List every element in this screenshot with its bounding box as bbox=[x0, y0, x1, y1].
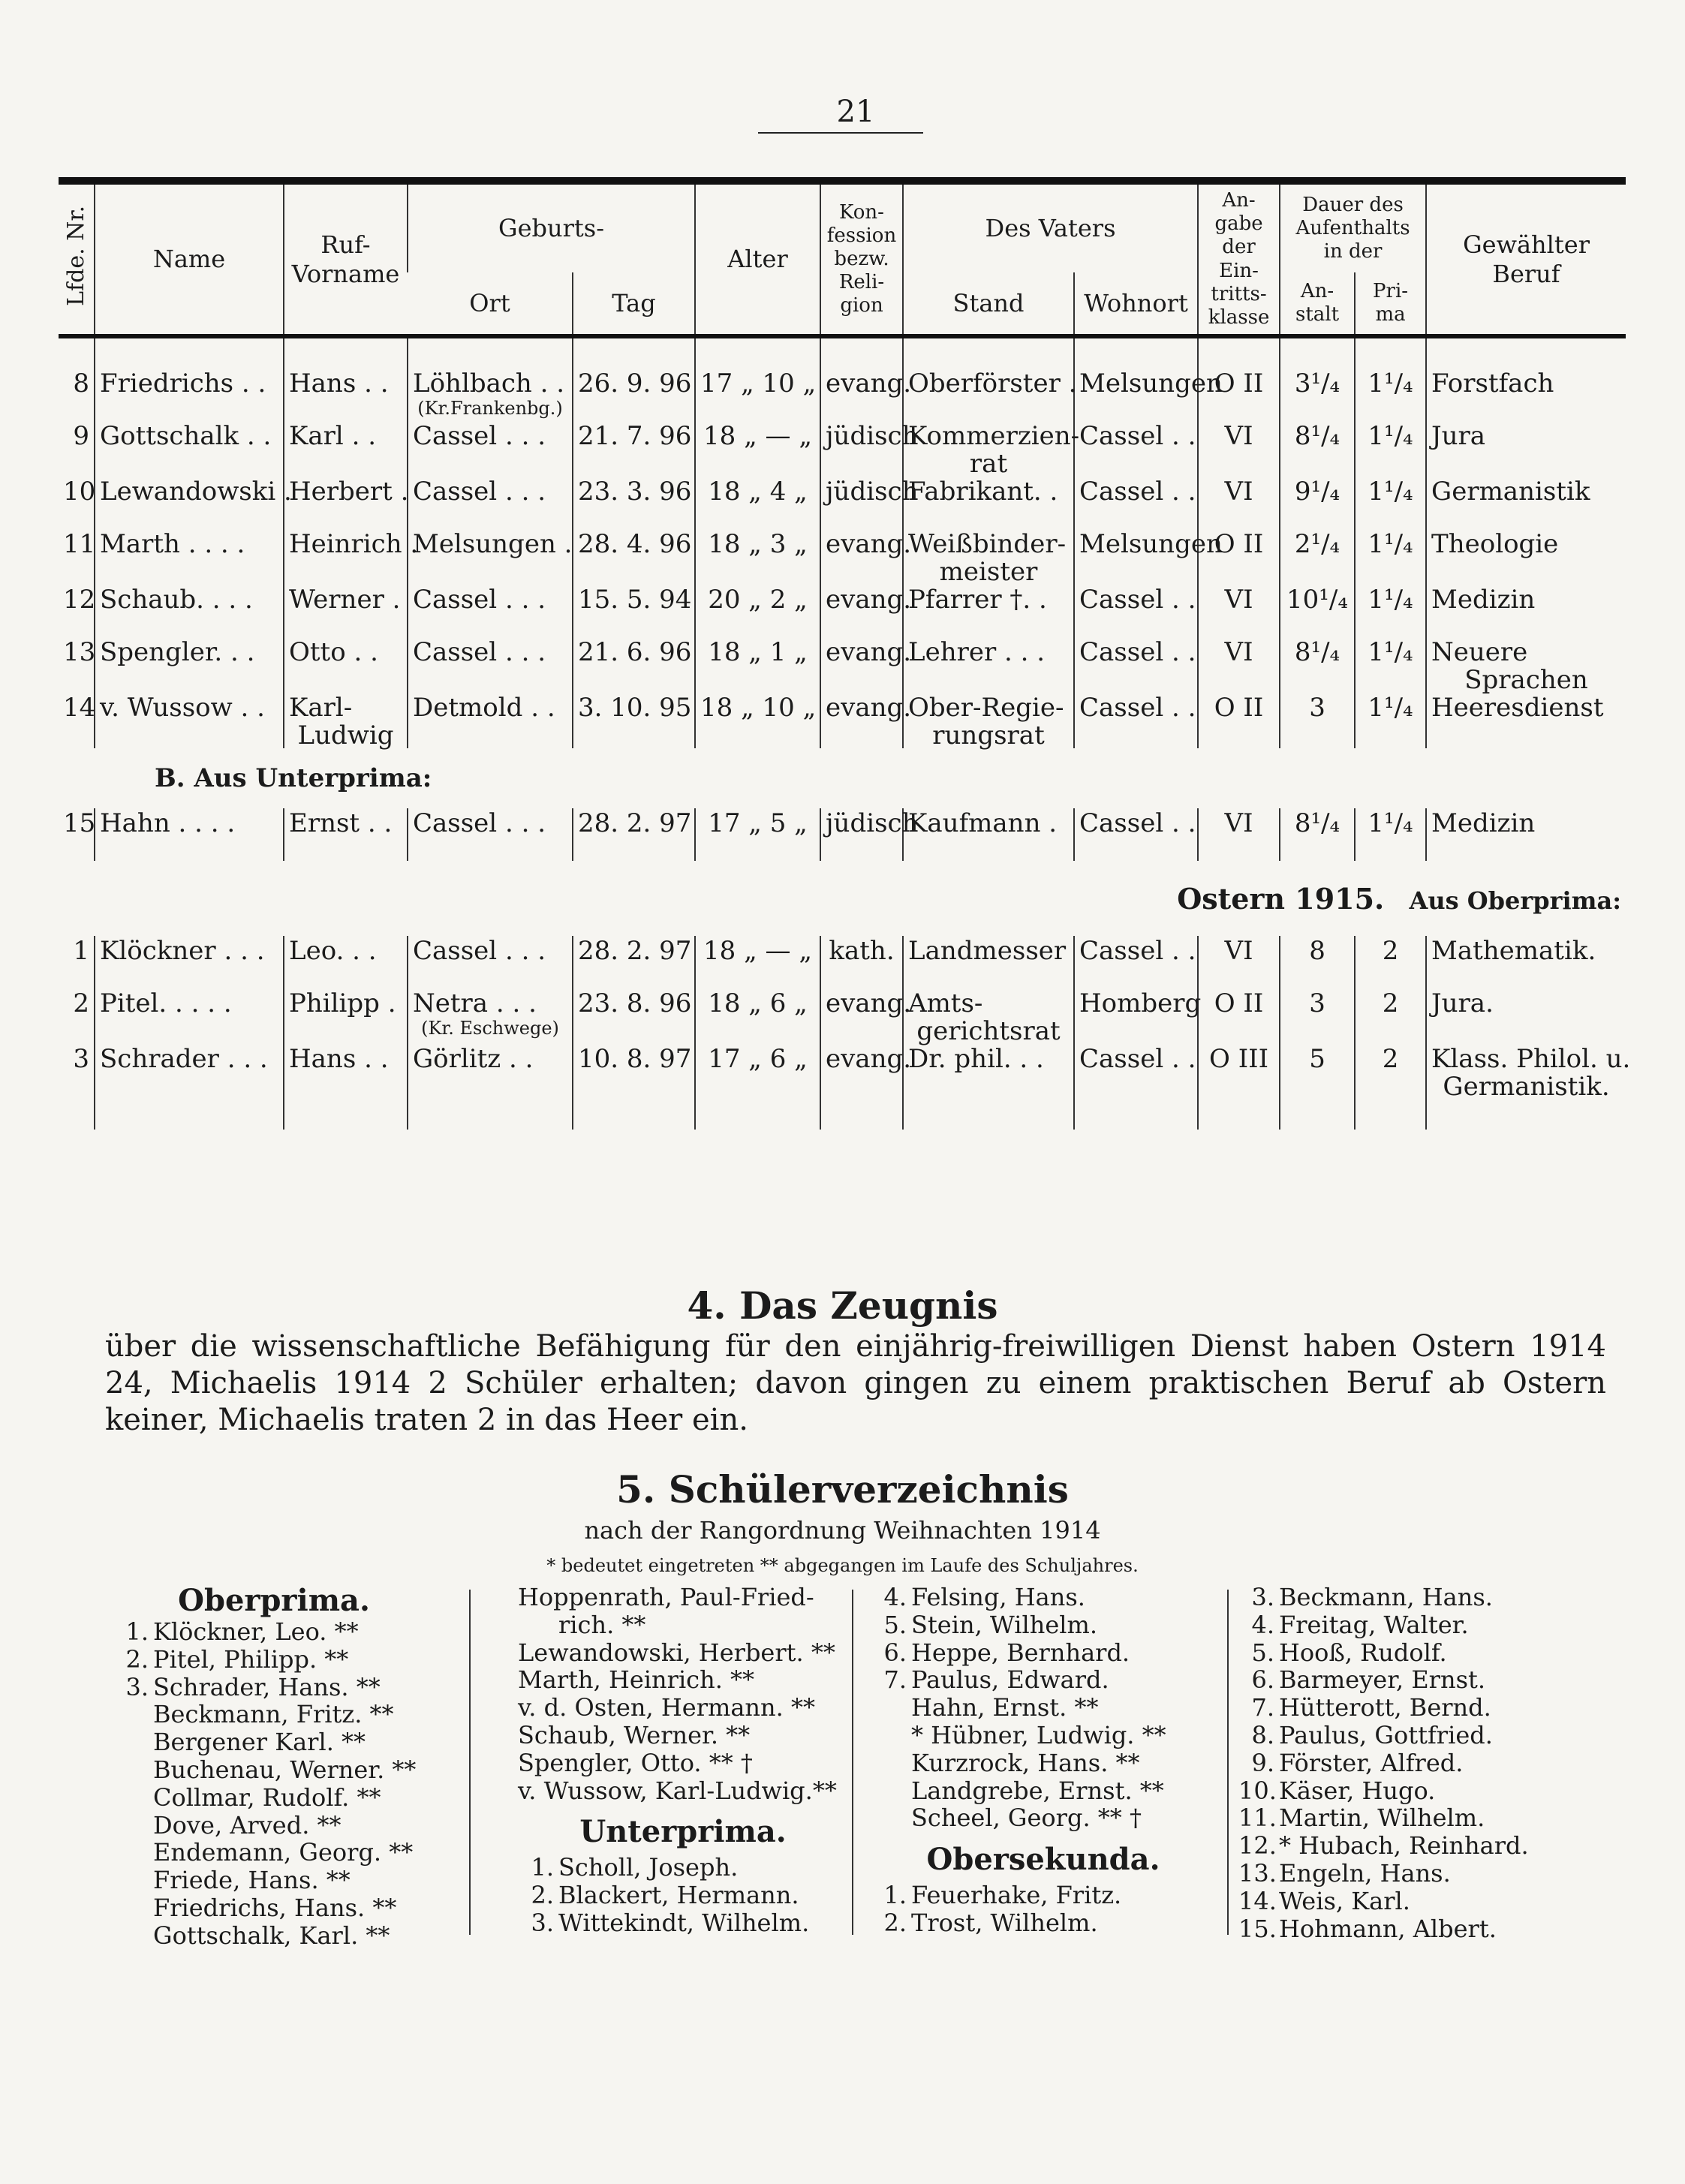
list-item: 6. Barmeyer, Ernst. bbox=[1251, 1665, 1486, 1695]
list-item: v. Wussow, Karl-Ludwig.** bbox=[518, 1776, 837, 1805]
cell-tag: 23. 8. 96 bbox=[573, 988, 695, 1044]
cell-prima: 1¹/₄ bbox=[1355, 421, 1426, 477]
list-item: 2. Blackert, Hermann. bbox=[531, 1881, 799, 1910]
cell-konfession: evang. bbox=[820, 529, 903, 585]
table-row bbox=[59, 477, 1626, 529]
list-item: 11.Martin, Wilhelm. bbox=[1238, 1803, 1485, 1833]
cell-vorname: Otto . . bbox=[284, 637, 408, 693]
register-table bbox=[59, 177, 1631, 1130]
cell-ort: Cassel . . . bbox=[408, 585, 573, 637]
table-row bbox=[59, 529, 1626, 585]
cell-anstalt: 8¹/₄ bbox=[1280, 808, 1355, 861]
section-b-heading: B. Aus Unterprima: bbox=[155, 763, 432, 794]
list-item: Hahn, Ernst. ** bbox=[911, 1693, 1099, 1722]
cell-beruf: Klass. Philol. u. Germanistik. bbox=[1426, 1044, 1626, 1100]
cell-vorname: Karl- Ludwig bbox=[284, 693, 408, 748]
cell-stand: Landmesser bbox=[903, 936, 1074, 988]
cell-nr: 13 bbox=[63, 637, 96, 668]
cell-klasse: VI bbox=[1198, 585, 1280, 637]
cell-klasse: VI bbox=[1198, 936, 1280, 988]
list-item: 5. Stein, Wilhelm. bbox=[883, 1610, 1097, 1639]
table-row bbox=[59, 369, 1626, 421]
cell-anstalt: 9¹/₄ bbox=[1280, 477, 1355, 529]
list-item: Landgrebe, Ernst. ** bbox=[911, 1776, 1164, 1805]
cell-klasse: O II bbox=[1198, 369, 1280, 421]
cell-vorname: Heinrich . bbox=[284, 529, 408, 585]
list-column-2 bbox=[518, 1584, 848, 1937]
unterprima-heading: Unterprima. bbox=[579, 1814, 787, 1850]
cell-beruf: Medizin bbox=[1426, 808, 1626, 861]
list-item: 10.Käser, Hugo. bbox=[1238, 1776, 1436, 1805]
oberprima-heading: Oberprima. bbox=[178, 1583, 370, 1618]
list-column-3 bbox=[871, 1584, 1216, 1937]
header-name: Name bbox=[95, 181, 284, 336]
cell-wohnort: Cassel . . bbox=[1074, 477, 1198, 529]
list-item: Bergener Karl. ** bbox=[153, 1728, 366, 1757]
cell-prima: 1¹/₄ bbox=[1355, 808, 1426, 861]
cell-name: Spengler. . . bbox=[95, 637, 284, 693]
cell-tag: 21. 7. 96 bbox=[573, 421, 695, 477]
cell-wohnort: Melsungen bbox=[1074, 529, 1198, 585]
cell-konfession: evang. bbox=[820, 369, 903, 421]
cell-prima: 2 bbox=[1355, 988, 1426, 1044]
cell-alter: 18 „ — „ bbox=[695, 421, 820, 477]
table-row bbox=[59, 585, 1626, 637]
section-row bbox=[59, 861, 1626, 936]
cell-konfession: evang. bbox=[820, 637, 903, 693]
section-row bbox=[59, 748, 1626, 808]
cell-prima: 1¹/₄ bbox=[1355, 477, 1426, 529]
cell-nr: 2 bbox=[73, 988, 89, 1019]
header-rufvorname: Ruf-Vorname bbox=[284, 181, 408, 336]
cell-stand: Dr. phil. . . bbox=[903, 1044, 1074, 1100]
cell-anstalt: 10¹/₄ bbox=[1280, 585, 1355, 637]
header-beruf: Gewählter Beruf bbox=[1426, 181, 1626, 336]
header-anstalt: An-stalt bbox=[1280, 272, 1355, 336]
cell-name: Schrader . . . bbox=[95, 1044, 284, 1100]
cell-tag: 23. 3. 96 bbox=[573, 477, 695, 529]
cell-wohnort: Melsungen bbox=[1074, 369, 1198, 421]
cell-alter: 17 „ 6 „ bbox=[695, 1044, 820, 1100]
cell-beruf: Medizin bbox=[1426, 585, 1626, 637]
cell-name: Marth . . . . bbox=[95, 529, 284, 585]
cell-prima: 1¹/₄ bbox=[1355, 585, 1426, 637]
cell-name: Friedrichs . . bbox=[95, 369, 284, 421]
header-konfession: Kon-fession bezw. Reli-gion bbox=[820, 181, 903, 336]
cell-alter: 17 „ 5 „ bbox=[695, 808, 820, 861]
oberprima-list-continued bbox=[518, 1584, 848, 1804]
cell-prima: 1¹/₄ bbox=[1355, 693, 1426, 748]
list-item: 15.Hohmann, Albert. bbox=[1238, 1914, 1497, 1943]
cell-vorname: Leo. . . bbox=[284, 936, 408, 988]
cell-beruf: Forstfach bbox=[1426, 369, 1626, 421]
table-row bbox=[59, 936, 1626, 988]
list-item: Marth, Heinrich. ** bbox=[518, 1665, 755, 1695]
oberprima-column bbox=[113, 1584, 435, 1950]
unterprima-list bbox=[518, 1854, 848, 1936]
list-item: 3. Wittekindt, Wilhelm. bbox=[531, 1908, 810, 1937]
list-item: 3. Beckmann, Hans. bbox=[1251, 1583, 1493, 1611]
cell-beruf: Neuere Sprachen bbox=[1426, 637, 1626, 693]
cell-anstalt: 2¹/₄ bbox=[1280, 529, 1355, 585]
list-item: Scheel, Georg. ** † bbox=[911, 1803, 1142, 1833]
cell-konfession: kath. bbox=[820, 936, 903, 988]
list-item: 3. Schrader, Hans. ** bbox=[125, 1672, 381, 1701]
list-item: 5. Hooß, Rudolf. bbox=[1251, 1638, 1447, 1667]
cell-anstalt: 8 bbox=[1280, 936, 1355, 988]
cell-tag: 15. 5. 94 bbox=[573, 585, 695, 637]
cell-nr: 12 bbox=[63, 585, 96, 615]
list-item: 2. Pitel, Philipp. ** bbox=[125, 1644, 349, 1674]
list-item: 13.Engeln, Hans. bbox=[1238, 1858, 1451, 1888]
cell-beruf: Heeresdienst bbox=[1426, 693, 1626, 748]
cell-tag: 10. 8. 97 bbox=[573, 1044, 695, 1100]
obersekunda-list-continued bbox=[1238, 1584, 1584, 1942]
cell-name: Pitel. . . . . bbox=[95, 988, 284, 1044]
header-ort: Ort bbox=[469, 288, 510, 317]
cell-alter: 18 „ 10 „ bbox=[695, 693, 820, 748]
cell-alter: 18 „ 6 „ bbox=[695, 988, 820, 1044]
list-item: 6. Heppe, Bernhard. bbox=[883, 1638, 1130, 1667]
header-prima: Pri-ma bbox=[1355, 272, 1426, 336]
cell-stand: Fabrikant. . bbox=[903, 477, 1074, 529]
list-item: rich. ** bbox=[558, 1610, 646, 1639]
cell-nr: 8 bbox=[73, 369, 89, 399]
cell-nr: 11 bbox=[63, 529, 96, 560]
list-item: 4. Felsing, Hans. bbox=[883, 1583, 1085, 1611]
cell-wohnort: Cassel . . bbox=[1074, 637, 1198, 693]
cell-wohnort: Cassel . . bbox=[1074, 1044, 1198, 1100]
list-item: 14.Weis, Karl. bbox=[1238, 1886, 1410, 1915]
header-wohnort: Wohnort bbox=[1074, 272, 1198, 336]
cell-tag: 3. 10. 95 bbox=[573, 693, 695, 748]
cell-nr: 14 bbox=[63, 693, 96, 723]
list-item: Endemann, Georg. ** bbox=[153, 1838, 414, 1867]
cell-name: Lewandowski . bbox=[95, 477, 284, 529]
cell-vorname: Hans . . bbox=[284, 1044, 408, 1100]
cell-klasse: O III bbox=[1198, 1044, 1280, 1100]
cell-beruf: Mathematik. bbox=[1426, 936, 1626, 988]
cell-anstalt: 5 bbox=[1280, 1044, 1355, 1100]
cell-name: Klöckner . . . bbox=[95, 936, 284, 988]
student-register-table bbox=[59, 177, 1631, 1130]
cell-name: Schaub. . . . bbox=[95, 585, 284, 637]
section-ostern-heading: Ostern 1915. Aus Oberprima: bbox=[1177, 881, 1622, 916]
page-number-rule bbox=[758, 132, 923, 134]
cell-wohnort: Cassel . . bbox=[1074, 936, 1198, 988]
page-number: 21 bbox=[836, 95, 875, 129]
header-alter: Alter bbox=[695, 181, 820, 336]
table-header bbox=[59, 181, 1626, 336]
cell-alter: 18 „ 4 „ bbox=[695, 477, 820, 529]
cell-klasse: VI bbox=[1198, 421, 1280, 477]
header-nr: Lfde. Nr. bbox=[62, 206, 89, 307]
cell-stand: Kaufmann . bbox=[903, 808, 1074, 861]
cell-beruf: Jura bbox=[1426, 421, 1626, 477]
list-column-4 bbox=[1238, 1584, 1584, 1942]
cell-vorname: Werner . bbox=[284, 585, 408, 637]
list-item: 1. Klöckner, Leo. ** bbox=[125, 1617, 359, 1646]
cell-stand: Pfarrer †. . bbox=[903, 585, 1074, 637]
zeugnis-paragraph: über die wissenschaftliche Befähigung für den einjährig-freiwilligen Dienst haben Ostern 1914 24, Michaelis 1914 2 Schüler erhalten; davon gingen zu einem praktischen Beruf ab Ostern keiner, Michaelis traten 2 in das Heer ein. bbox=[105, 1329, 1606, 1437]
legend: * bedeutet eingetreten ** abgegangen im Laufe des Schuljahres. bbox=[546, 1555, 1139, 1576]
cell-ort: Cassel . . . bbox=[408, 808, 573, 861]
cell-ort: Cassel . . . bbox=[408, 477, 573, 529]
cell-vorname: Ernst . . bbox=[284, 808, 408, 861]
cell-anstalt: 3 bbox=[1280, 988, 1355, 1044]
cell-tag: 21. 6. 96 bbox=[573, 637, 695, 693]
cell-wohnort: Cassel . . bbox=[1074, 693, 1198, 748]
table-row bbox=[59, 421, 1626, 477]
cell-ort: Netra . . . (Kr. Eschwege) bbox=[408, 988, 573, 1044]
schuelerverzeichnis-heading: 5. Schülerverzeichnis bbox=[616, 1467, 1069, 1512]
obersekunda-heading: Obersekunda. bbox=[926, 1842, 1160, 1878]
cell-tag: 26. 9. 96 bbox=[573, 369, 695, 421]
column-divider bbox=[1227, 1590, 1229, 1935]
list-item: Beckmann, Fritz. ** bbox=[153, 1700, 394, 1729]
cell-ort: Görlitz . . bbox=[408, 1044, 573, 1100]
list-item: Spengler, Otto. ** † bbox=[518, 1748, 753, 1777]
column-divider bbox=[852, 1590, 853, 1935]
cell-beruf: Jura. bbox=[1426, 988, 1626, 1044]
cell-beruf: Theologie bbox=[1426, 529, 1626, 585]
table-row bbox=[59, 637, 1626, 693]
list-item: Schaub, Werner. ** bbox=[518, 1720, 751, 1749]
cell-konfession: evang. bbox=[820, 693, 903, 748]
cell-ort: Cassel . . . bbox=[408, 936, 573, 988]
table-body bbox=[59, 336, 1631, 1130]
cell-wohnort: Homberg bbox=[1074, 988, 1198, 1044]
schuelerverzeichnis-subtitle: nach der Rangordnung Weihnachten 1914 bbox=[584, 1516, 1101, 1545]
cell-tag: 28. 2. 97 bbox=[573, 808, 695, 861]
cell-klasse: VI bbox=[1198, 637, 1280, 693]
list-item: v. d. Osten, Hermann. ** bbox=[518, 1693, 815, 1722]
list-item: 1. Feuerhake, Fritz. bbox=[883, 1881, 1122, 1910]
cell-konfession: evang. bbox=[820, 585, 903, 637]
cell-ort: Löhlbach . . (Kr.Frankenbg.) bbox=[408, 369, 573, 421]
cell-name: Hahn . . . . bbox=[95, 808, 284, 861]
cell-klasse: O II bbox=[1198, 988, 1280, 1044]
cell-klasse: O II bbox=[1198, 693, 1280, 748]
cell-anstalt: 3¹/₄ bbox=[1280, 369, 1355, 421]
cell-anstalt: 8¹/₄ bbox=[1280, 421, 1355, 477]
list-item: Friedrichs, Hans. ** bbox=[153, 1893, 397, 1922]
cell-nr: 10 bbox=[63, 477, 96, 507]
cell-beruf: Germanistik bbox=[1426, 477, 1626, 529]
list-item: Friede, Hans. ** bbox=[153, 1866, 351, 1895]
list-item: 4. Freitag, Walter. bbox=[1251, 1610, 1469, 1639]
cell-konfession: jüdisch bbox=[820, 808, 903, 861]
cell-konfession: jüdisch bbox=[820, 477, 903, 529]
header-stand: Stand bbox=[903, 272, 1074, 336]
list-item: 8. Paulus, Gottfried. bbox=[1251, 1720, 1493, 1749]
cell-tag: 28. 4. 96 bbox=[573, 529, 695, 585]
list-item: Collmar, Rudolf. ** bbox=[153, 1782, 381, 1812]
cell-ort: Detmold . . bbox=[408, 693, 573, 748]
cell-ort: Cassel . . . bbox=[408, 637, 573, 693]
list-item: Kurzrock, Hans. ** bbox=[911, 1748, 1140, 1777]
cell-vorname: Karl . . bbox=[284, 421, 408, 477]
list-item: Hoppenrath, Paul-Fried- bbox=[518, 1583, 814, 1611]
cell-anstalt: 8¹/₄ bbox=[1280, 637, 1355, 693]
oberprima-list bbox=[113, 1618, 435, 1950]
cell-prima: 2 bbox=[1355, 1044, 1426, 1100]
cell-stand: Amts- gerichtsrat bbox=[903, 988, 1074, 1044]
cell-alter: 20 „ 2 „ bbox=[695, 585, 820, 637]
table-row bbox=[59, 808, 1626, 861]
cell-alter: 18 „ — „ bbox=[695, 936, 820, 988]
cell-prima: 2 bbox=[1355, 936, 1426, 988]
cell-stand: Weißbinder- meister bbox=[903, 529, 1074, 585]
list-item: Buchenau, Werner. ** bbox=[153, 1755, 417, 1784]
header-tag: Tag bbox=[573, 272, 695, 336]
list-item: 9. Förster, Alfred. bbox=[1251, 1748, 1464, 1777]
table-row bbox=[59, 693, 1626, 748]
unterprima-list-continued bbox=[871, 1584, 1216, 1832]
cell-wohnort: Cassel . . bbox=[1074, 808, 1198, 861]
list-item: 1. Scholl, Joseph. bbox=[531, 1853, 739, 1882]
cell-klasse: VI bbox=[1198, 477, 1280, 529]
cell-prima: 1¹/₄ bbox=[1355, 369, 1426, 421]
cell-alter: 18 „ 1 „ bbox=[695, 637, 820, 693]
list-item: 12.* Hubach, Reinhard. bbox=[1238, 1831, 1529, 1861]
cell-vorname: Herbert . bbox=[284, 477, 408, 529]
list-item: Gottschalk, Karl. ** bbox=[153, 1921, 390, 1950]
cell-stand: Kommerzien- rat bbox=[903, 421, 1074, 477]
header-dauer: Dauer des Aufenthalts in der bbox=[1280, 181, 1426, 272]
cell-nr: 3 bbox=[73, 1044, 89, 1075]
list-item: 7. Paulus, Edward. bbox=[883, 1665, 1109, 1695]
obersekunda-list bbox=[871, 1882, 1216, 1937]
cell-ort: Cassel . . . bbox=[408, 421, 573, 477]
cell-nr: 9 bbox=[73, 421, 89, 452]
cell-stand: Ober-Regie- rungsrat bbox=[903, 693, 1074, 748]
cell-stand: Lehrer . . . bbox=[903, 637, 1074, 693]
table-row bbox=[59, 1044, 1626, 1100]
cell-alter: 17 „ 10 „ bbox=[695, 369, 820, 421]
cell-tag: 28. 2. 97 bbox=[573, 936, 695, 988]
cell-konfession: jüdisch bbox=[820, 421, 903, 477]
header-des-vaters: Des Vaters bbox=[903, 181, 1198, 272]
cell-name: Gottschalk . . bbox=[95, 421, 284, 477]
cell-vorname: Hans . . bbox=[284, 369, 408, 421]
cell-konfession: evang. bbox=[820, 1044, 903, 1100]
list-item: 2. Trost, Wilhelm. bbox=[883, 1908, 1098, 1937]
zeugnis-heading: 4. Das Zeugnis bbox=[687, 1283, 998, 1328]
cell-anstalt: 3 bbox=[1280, 693, 1355, 748]
list-item: * Hübner, Ludwig. ** bbox=[911, 1720, 1166, 1749]
cell-vorname: Philipp . bbox=[284, 988, 408, 1044]
cell-klasse: VI bbox=[1198, 808, 1280, 861]
cell-klasse: O II bbox=[1198, 529, 1280, 585]
cell-alter: 18 „ 3 „ bbox=[695, 529, 820, 585]
header-angabe: An-gabe der Ein-tritts-klasse bbox=[1198, 181, 1280, 336]
cell-konfession: evang. bbox=[820, 988, 903, 1044]
cell-prima: 1¹/₄ bbox=[1355, 529, 1426, 585]
table-row bbox=[59, 988, 1626, 1044]
list-item: Lewandowski, Herbert. ** bbox=[518, 1638, 835, 1667]
list-item: 7. Hütterott, Bernd. bbox=[1251, 1693, 1491, 1722]
cell-wohnort: Cassel . . bbox=[1074, 421, 1198, 477]
cell-name: v. Wussow . . bbox=[95, 693, 284, 748]
cell-nr: 1 bbox=[73, 936, 89, 967]
list-item: Dove, Arved. ** bbox=[153, 1810, 342, 1840]
cell-ort: Melsungen . bbox=[408, 529, 573, 585]
cell-wohnort: Cassel . . bbox=[1074, 585, 1198, 637]
cell-prima: 1¹/₄ bbox=[1355, 637, 1426, 693]
cell-stand: Oberförster . bbox=[903, 369, 1074, 421]
header-geburts: Geburts- bbox=[408, 181, 695, 272]
cell-nr: 15 bbox=[63, 808, 96, 839]
column-divider bbox=[469, 1590, 471, 1935]
